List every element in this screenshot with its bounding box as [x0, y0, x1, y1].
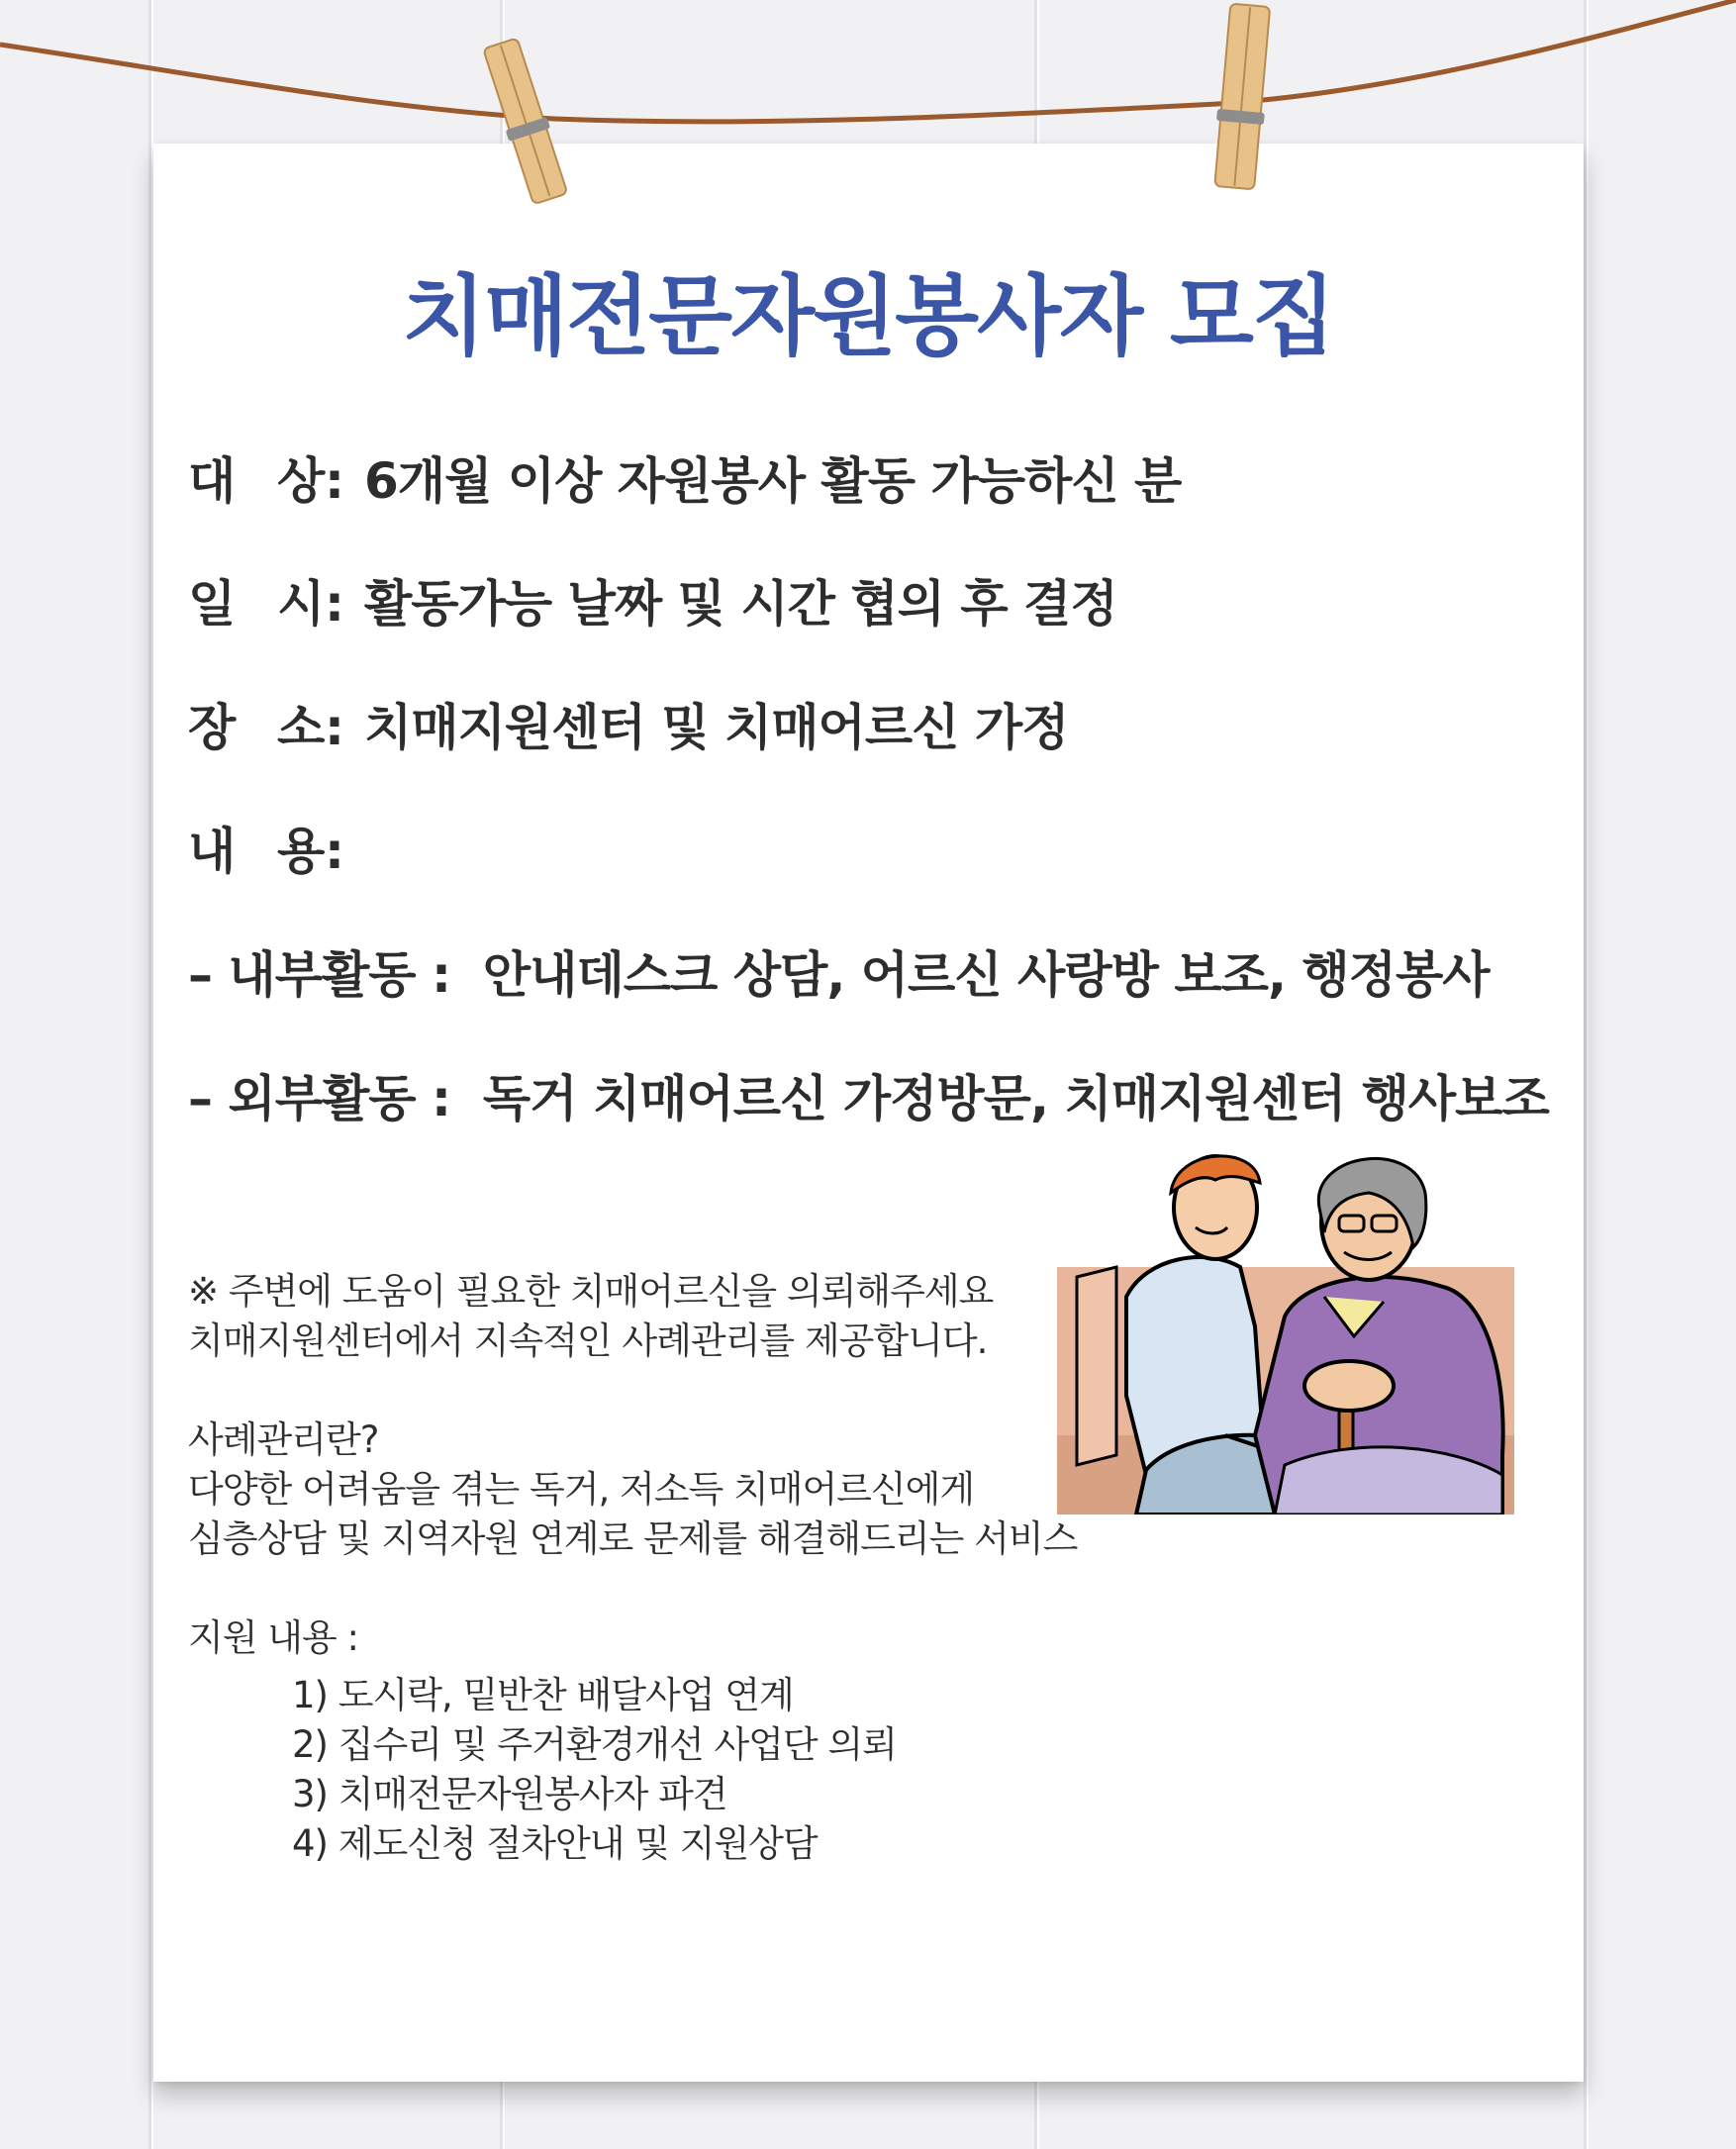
support-item: 1) 도시락, 밑반찬 배달사업 연계 [292, 1674, 794, 1716]
page-title: 치매전문자원봉사자 모집 [402, 265, 1334, 367]
support-item: 3) 치매전문자원봉사자 파견 [292, 1773, 727, 1815]
caregiver-and-elder-illustration [1057, 1138, 1514, 1514]
case-management-line-1: 다양한 어려움을 겪는 독거, 저소득 치매어르신에게 [188, 1468, 975, 1511]
support-item: 2) 집수리 및 주거환경개선 사업단 의뢰 [292, 1723, 897, 1766]
elder-figure-icon [1255, 1158, 1503, 1514]
notice-line-1: ※ 주변에 도움이 필요한 치매어르신을 의뢰해주세요 [188, 1270, 994, 1313]
activity-external: – 외부활동 : 독거 치매어르신 가정방문, 치매지원센터 행사보조 [188, 1070, 1549, 1127]
case-management-question: 사례관리란? [188, 1418, 379, 1461]
clothespin-right-icon [1210, 3, 1274, 189]
case-management-line-2: 심층상담 및 지역자원 연계로 문제를 해결해드리는 서비스 [188, 1517, 1078, 1560]
activity-internal: – 내부활동 : 안내데스크 상담, 어르신 사랑방 보조, 행정봉사 [188, 946, 1490, 1004]
notice-line-2: 치매지원센터에서 지속적인 사례관리를 제공합니다. [188, 1319, 988, 1362]
info-date: 일 시: 활동가능 날짜 및 시간 협의 후 결정 [188, 575, 1117, 633]
support-item: 4) 제도신청 절차안내 및 지원상담 [292, 1822, 818, 1865]
info-content: 내 용: [188, 823, 343, 880]
info-place: 장 소: 치매지원센터 및 치매어르신 가정 [188, 699, 1069, 756]
support-heading: 지원 내용 : [188, 1616, 358, 1659]
info-target: 대 상: 6개월 이상 자원봉사 활동 가능하신 분 [188, 452, 1182, 510]
hanging-string [0, 0, 1736, 218]
